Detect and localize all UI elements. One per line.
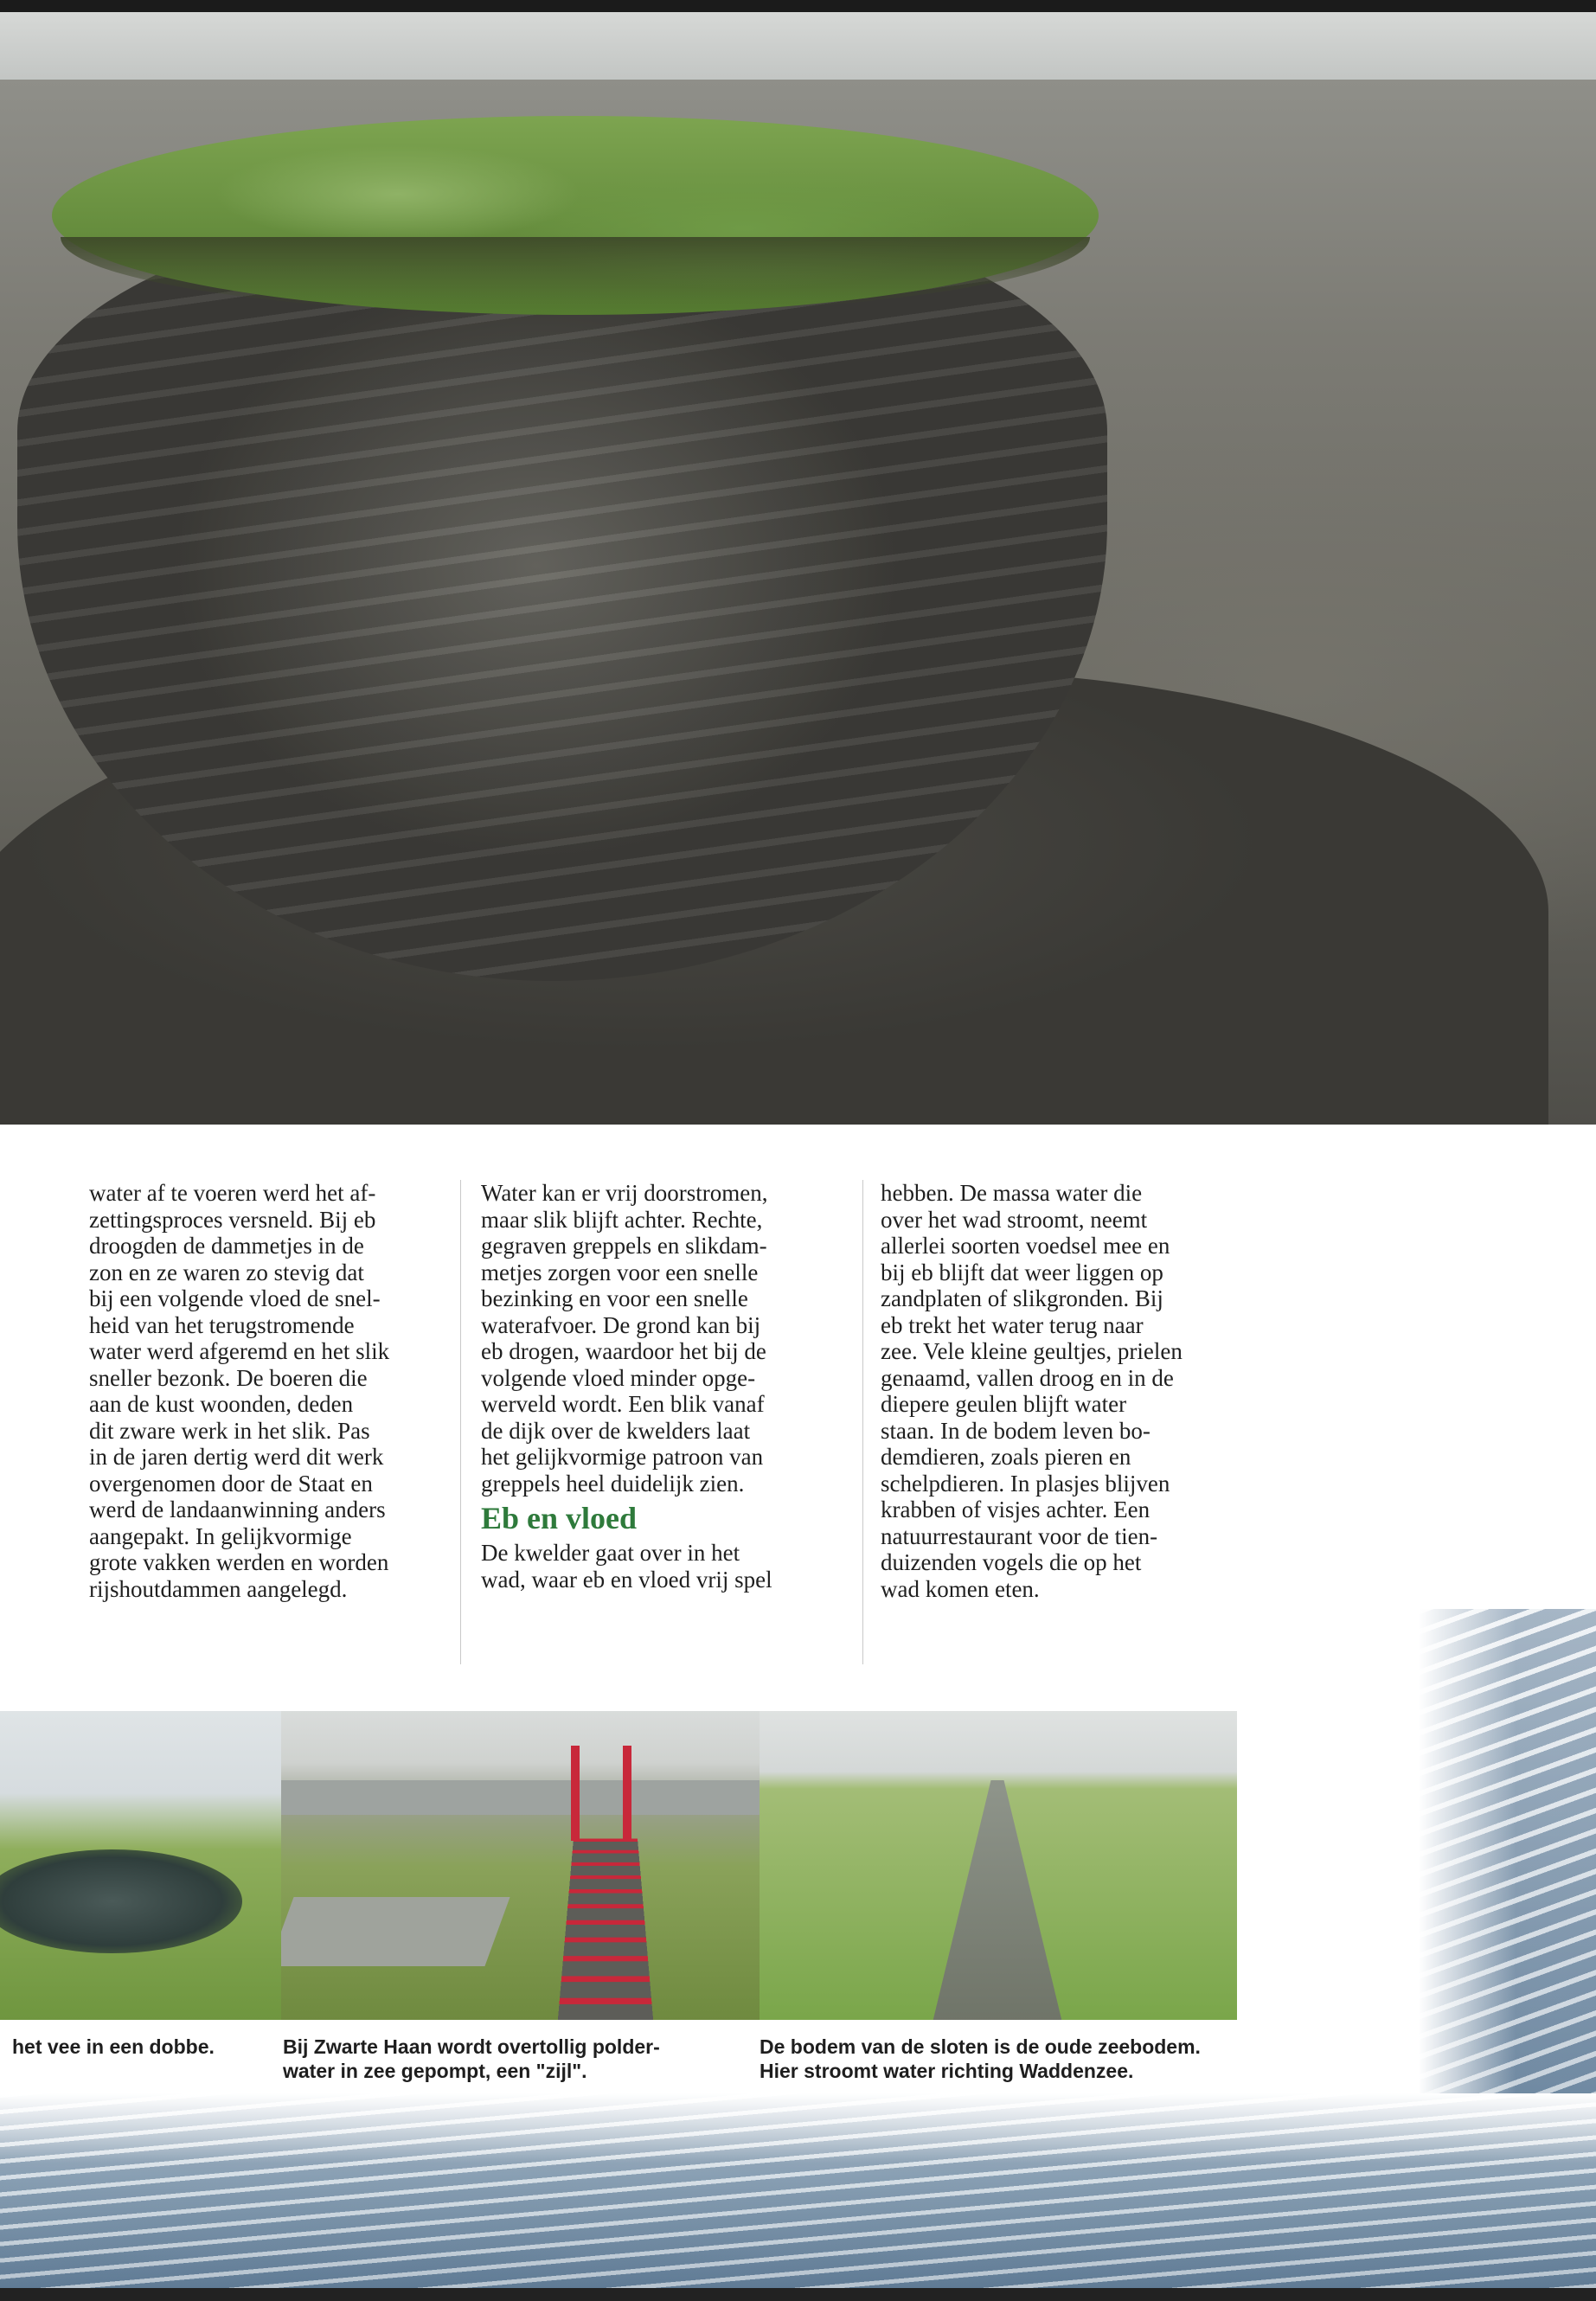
top-border [0,0,1596,12]
column-divider-2 [862,1180,863,1664]
side-photo-wadden-water [1419,1609,1596,2128]
bottom-photo-tidal-flat [0,2093,1596,2288]
photo-2-red-bridge [556,1838,656,2020]
bottom-border [0,2288,1596,2301]
photo-zwarte-haan-zijl [281,1711,760,2020]
column-2-paragraph-top: Water kan er vrij doorstromen, maar slik blijft achter. Rechte, gegraven greppels en slikdam- metjes zorgen voor een snelle bezinking en voor een snelle waterafvoer. De grond kan bij eb drogen, waardoor het bij de volgende vloed minder opge- werveld wordt. Een blik vanaf de dijk over de kwelders laat het gelijkvormige patroon van greppels heel duidelijk zien. [481,1180,768,1497]
text-column-2 [481,1180,862,1593]
photo-cattle-dobbe [0,1711,281,2020]
caption-photo-1: het vee in een dobbe. [12,2035,215,2058]
column-2-paragraph-bottom: De kwelder gaat over in het wad, waar eb en vloed vrij spel [481,1540,772,1593]
column-3-paragraph: hebben. De massa water die over het wad stroomt, neemt allerlei soorten voedsel mee en bij eb blijft dat weer liggen op zandplaten of slikgronden. Bij eb trekt het water terug naar zee. Vele kleine geultjes, prielen genaamd, vallen droog en in de diepere geulen blijft water staan. In de bodem leven bo- demdieren, zoals pieren en schelpdieren. In plasjes blijven krabben of visjes achter. Een natuurrestaurant voor de tien- duizenden vogels die op het wad komen eten. [881,1180,1183,1602]
photo-1-pond [0,1849,242,1953]
text-column-3 [881,1180,1244,1602]
caption-photo-2: Bij Zwarte Haan wordt overtollig polder- water in zee gepompt, een "zijl". [283,2035,660,2082]
column-divider-1 [460,1180,461,1664]
section-heading-eb-en-vloed: Eb en vloed [481,1501,638,1535]
column-1-paragraph: water af te voeren werd het af- zettingsproces versneld. Bij eb droogden de dammetjes in de zon en ze waren zo stevig dat bij een volgende vloed de snel- heid van het terugstromende water werd afgeremd en het slik sneller bezonk. De boeren die aan de kust woonden, deden dit zware werk in het slik. Pas in de jaren dertig werd dit werk overgenomen door de Staat en werd de landaanwinning anders aangepakt. In gelijkvormige grote vakken werden en worden rijshoutdammen aangelegd. [89,1180,390,1602]
photo-3-ditch [933,1780,1062,2020]
hero-sky [0,12,1596,81]
photo-ditch-seabed [760,1711,1237,2020]
text-column-1 [89,1180,435,1602]
hero-photo-salt-marsh-stump [0,12,1596,1125]
caption-photo-3: De bodem van de sloten is de oude zeebodem. Hier stroomt water richting Waddenzee. [760,2035,1201,2082]
